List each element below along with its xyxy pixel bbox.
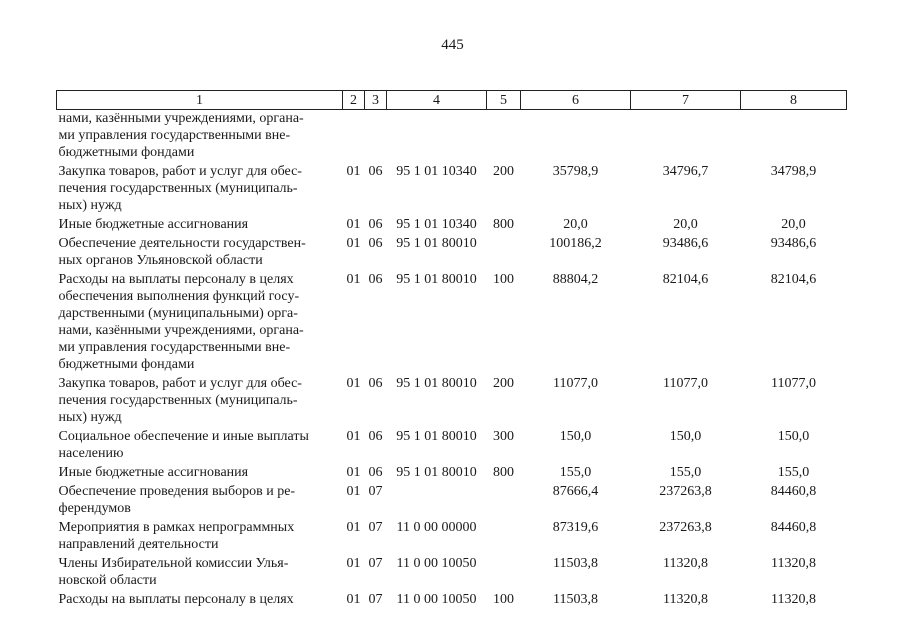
header-col-6: 6 [521, 91, 631, 110]
amount-col-7 [631, 110, 741, 164]
expense-type-code [487, 483, 521, 519]
row-description [57, 555, 343, 591]
target-article-code: 11 0 00 00000 [396, 520, 477, 535]
subsection-code: 07 [368, 484, 383, 499]
subsection-code: 06 [368, 429, 383, 444]
target-article-code: 95 1 01 80010 [396, 272, 477, 287]
table-row [57, 216, 847, 235]
description-line: нами, казёнными учреждениями, органа- [58, 111, 304, 126]
section-code: 01 [346, 465, 361, 480]
section-code: 01 [346, 376, 361, 391]
row-description [57, 519, 343, 555]
amount-col-8: 150,0 [777, 429, 810, 444]
amount-col-6: 150,0 [559, 429, 592, 444]
expense-type-code [487, 519, 521, 555]
table-row [57, 428, 847, 464]
amount-col-6: 100186,2 [549, 236, 602, 251]
subsection-code: 07 [368, 520, 383, 535]
description-line: ми управления государственными вне- [58, 340, 291, 355]
amount-col-8 [741, 110, 847, 164]
description-line: ных) нужд [58, 410, 122, 425]
section-code: 01 [346, 592, 361, 607]
header-col-3: 3 [365, 91, 387, 110]
description-line: печения государственных (муниципаль- [58, 393, 298, 408]
amount-col-6: 11077,0 [553, 376, 598, 391]
amount-col-6 [521, 110, 631, 164]
table-row [57, 163, 847, 216]
amount-col-6: 20,0 [563, 217, 588, 232]
description-line: ферендумов [58, 501, 131, 516]
row-description [57, 163, 343, 216]
row-description [57, 428, 343, 464]
row-description [57, 271, 343, 375]
target-article-code: 95 1 01 80010 [396, 376, 477, 391]
amount-col-8: 11320,8 [771, 556, 816, 571]
subsection-code: 06 [368, 217, 383, 232]
section-code: 01 [346, 520, 361, 535]
subsection-code: 06 [368, 164, 383, 179]
target-article-code: 11 0 00 10050 [396, 556, 477, 571]
description-line: Социальное обеспечение и иные выплаты [58, 429, 309, 444]
amount-col-7: 93486,6 [662, 236, 709, 251]
expense-type-code [487, 555, 521, 591]
table-row [57, 483, 847, 519]
description-line: ных органов Ульяновской области [58, 253, 263, 268]
amount-col-8: 84460,8 [770, 484, 817, 499]
target-article-code: 95 1 01 10340 [396, 164, 477, 179]
subsection-code: 07 [368, 592, 383, 607]
target-article-code: 95 1 01 80010 [396, 429, 477, 444]
row-description [57, 483, 343, 519]
expense-type-code [487, 235, 521, 271]
amount-col-6: 87319,6 [552, 520, 599, 535]
description-line: печения государственных (муниципаль- [58, 181, 298, 196]
description-line: Закупка товаров, работ и услуг для обес- [58, 164, 302, 179]
amount-col-7: 20,0 [673, 217, 698, 232]
amount-col-7: 11077,0 [663, 376, 708, 391]
target-article-code: 11 0 00 10050 [396, 592, 477, 607]
header-col-7: 7 [631, 91, 741, 110]
target-article-code: 95 1 01 80010 [396, 236, 477, 251]
table-body [57, 110, 847, 611]
amount-col-6: 35798,9 [552, 164, 599, 179]
expense-type-code: 100 [493, 592, 514, 607]
table-row [57, 519, 847, 555]
amount-col-6: 11503,8 [553, 556, 598, 571]
row-description [57, 591, 343, 610]
amount-col-8: 20,0 [781, 217, 806, 232]
description-line: обеспечения выполнения функций госу- [58, 289, 300, 304]
amount-col-7: 11320,8 [663, 556, 708, 571]
amount-col-7: 155,0 [669, 465, 702, 480]
description-line: нами, казёнными учреждениями, органа- [58, 323, 304, 338]
table-row [57, 591, 847, 610]
table-row [57, 235, 847, 271]
amount-col-8: 11320,8 [771, 592, 816, 607]
subsection-code: 06 [368, 376, 383, 391]
expense-type-code [487, 110, 521, 164]
description-line: Обеспечение проведения выборов и ре- [58, 484, 296, 499]
expense-type-code: 100 [493, 272, 514, 287]
target-article-code: 95 1 01 10340 [396, 217, 477, 232]
amount-col-8: 82104,6 [770, 272, 817, 287]
subsection-code: 06 [368, 236, 383, 251]
amount-col-6: 11503,8 [553, 592, 598, 607]
header-col-1: 1 [57, 91, 343, 110]
subsection-code: 06 [368, 465, 383, 480]
description-line: Расходы на выплаты персоналу в целях [58, 272, 294, 287]
target-article-code [387, 110, 487, 164]
section-code: 01 [346, 164, 361, 179]
description-line: бюджетными фондами [58, 357, 195, 372]
amount-col-6: 87666,4 [552, 484, 599, 499]
table-row [57, 110, 847, 164]
header-row [57, 91, 847, 110]
description-line: Иные бюджетные ассигнования [58, 465, 249, 480]
subsection-code: 07 [368, 556, 383, 571]
description-line: направлений деятельности [58, 537, 219, 552]
section-code: 01 [346, 236, 361, 251]
row-description [57, 375, 343, 428]
header-col-2: 2 [343, 91, 365, 110]
table-row [57, 375, 847, 428]
amount-col-8: 155,0 [777, 465, 810, 480]
expense-type-code: 300 [493, 429, 514, 444]
amount-col-7: 237263,8 [659, 520, 712, 535]
amount-col-8: 11077,0 [771, 376, 816, 391]
expense-type-code: 800 [493, 465, 514, 480]
row-description [57, 216, 343, 235]
section-code: 01 [346, 272, 361, 287]
section-code: 01 [346, 429, 361, 444]
amount-col-7: 34796,7 [662, 164, 709, 179]
description-line: Иные бюджетные ассигнования [58, 217, 249, 232]
description-line: Члены Избирательной комиссии Улья- [58, 556, 289, 571]
target-article-code: 95 1 01 80010 [396, 465, 477, 480]
subsection-code: 06 [368, 272, 383, 287]
description-line: населению [58, 446, 124, 461]
description-line: Закупка товаров, работ и услуг для обес- [58, 376, 302, 391]
amount-col-7: 11320,8 [663, 592, 708, 607]
description-line: ми управления государственными вне- [58, 128, 291, 143]
section-code: 01 [346, 484, 361, 499]
amount-col-7: 82104,6 [662, 272, 709, 287]
expense-type-code: 200 [493, 164, 514, 179]
target-article-code [387, 483, 487, 519]
table-row [57, 271, 847, 375]
description-line: бюджетными фондами [58, 145, 195, 160]
description-line: Расходы на выплаты персоналу в целях [58, 592, 294, 607]
description-line: Обеспечение деятельности государствен- [58, 236, 306, 251]
table-row [57, 464, 847, 483]
description-line: Мероприятия в рамках непрограммных [58, 520, 295, 535]
subsection-code [365, 110, 387, 164]
row-description [57, 464, 343, 483]
page-number: 445 [441, 37, 464, 53]
amount-col-6: 155,0 [559, 465, 592, 480]
section-code: 01 [346, 217, 361, 232]
amount-col-8: 84460,8 [770, 520, 817, 535]
expense-type-code: 200 [493, 376, 514, 391]
row-description [57, 235, 343, 271]
amount-col-8: 34798,9 [770, 164, 817, 179]
description-line: новской области [58, 573, 157, 588]
amount-col-7: 150,0 [669, 429, 702, 444]
budget-table [56, 90, 847, 610]
row-description [57, 110, 343, 164]
table-row [57, 555, 847, 591]
section-code: 01 [346, 556, 361, 571]
amount-col-6: 88804,2 [552, 272, 599, 287]
header-col-5: 5 [487, 91, 521, 110]
description-line: дарственными (муниципальными) орга- [58, 306, 298, 321]
amount-col-8: 93486,6 [770, 236, 817, 251]
header-col-4: 4 [387, 91, 487, 110]
section-code [343, 110, 365, 164]
header-col-8: 8 [741, 91, 847, 110]
amount-col-7: 237263,8 [659, 484, 712, 499]
description-line: ных) нужд [58, 198, 122, 213]
expense-type-code: 800 [493, 217, 514, 232]
